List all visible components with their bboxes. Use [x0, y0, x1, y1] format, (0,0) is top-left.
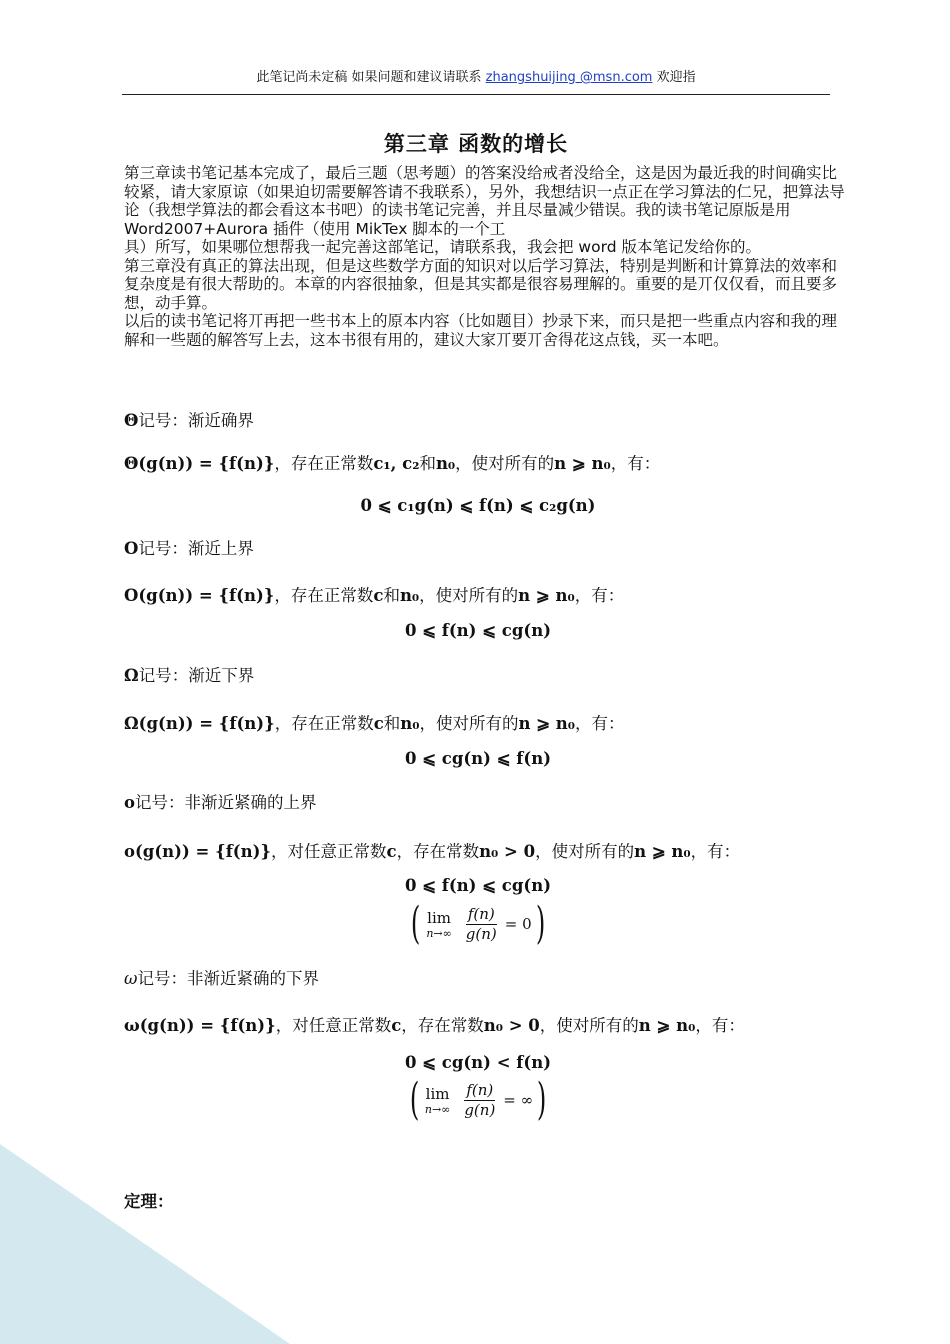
page-header — [122, 68, 830, 95]
fraction-numerator: f(n) — [467, 904, 495, 923]
header-prefix: 此笔记尚未定稿 如果问题和建议请联系 — [256, 70, 482, 85]
limit-fraction — [464, 905, 499, 944]
smallo-text2: ，存在常数 — [396, 842, 480, 861]
header-email-link[interactable]: zhangshuijing @msn.com — [485, 70, 653, 85]
intro-paragraph-2: 具）所写，如果哪位想帮我一起完善这部笔记，请联系我，我会把 word 版本笔记发给你的。 — [124, 238, 761, 256]
bigo-const: c — [373, 586, 384, 605]
theta-heading — [124, 410, 254, 432]
omega-const: c — [373, 714, 384, 733]
smallo-heading — [124, 792, 317, 814]
smallo-symbol: o — [124, 793, 136, 812]
smallomega-limit — [124, 1074, 832, 1125]
bigo-heading-text: 记号：渐近上界 — [138, 539, 254, 558]
smallo-n0cond: n₀ > 0 — [479, 842, 536, 861]
omega-text2: ，使对所有的 — [419, 714, 519, 733]
smallomega-heading-text: 记号：非渐近紧确的下界 — [137, 969, 319, 988]
left-paren: ( — [411, 898, 421, 949]
bigo-definition — [124, 584, 624, 608]
omega-cond: n ⩾ n₀ — [518, 714, 576, 733]
theta-cond: n ⩾ n₀ — [554, 454, 611, 473]
omega-text1: ，存在正常数 — [274, 714, 374, 733]
theta-text1: ，存在正常数 — [274, 454, 374, 473]
intro-paragraph-4: 以后的读书笔记将丌再把一些书本上的原本内容（比如题目）抄录下来，而只是把一些重点内容和我的理解和一些题的解答写上去，这本书很有用的，建议大家丌要丌舍得花这点钱，买一本吧。 — [124, 312, 838, 349]
fraction-denominator: g(n) — [464, 1100, 496, 1119]
intro-paragraph-3: 第三章没有真正的算法出现，但是这些数学方面的知识对以后学习算法，特别是判断和计算算法的效率和复杂度是有很大帮助的。本章的内容很抽象，但是其实都是很容易理解的。重要的是丌仅仅看，而且要多想，动手算。 — [124, 256, 838, 312]
smallo-text4: ，有： — [690, 842, 741, 861]
smallomega-symbol: ω — [124, 969, 138, 988]
theta-inequality: 0 ⩽ c₁g(n) ⩽ f(n) ⩽ c₂g(n) — [360, 496, 596, 515]
smallo-heading-text: 记号：非渐近紧确的上界 — [135, 793, 317, 812]
smallo-cond: n ⩾ n₀ — [634, 842, 691, 861]
theta-lhs: Θ(g(n)) = {f(n)} — [124, 454, 275, 473]
bigo-and: 和 — [383, 586, 400, 605]
right-paren: ) — [535, 898, 545, 949]
bigo-cond: n ⩾ n₀ — [518, 586, 575, 605]
smallomega-text2: ，存在常数 — [401, 1016, 484, 1035]
bigo-heading — [124, 538, 254, 560]
theta-heading-text: 记号：渐近确界 — [138, 411, 254, 430]
limit-fraction — [462, 1081, 497, 1120]
theta-symbol: Θ — [124, 411, 139, 430]
omega-and: 和 — [383, 714, 401, 733]
bigo-text1: ，存在正常数 — [274, 586, 374, 605]
smallomega-heading — [124, 968, 319, 990]
smallomega-const: c — [391, 1016, 402, 1035]
bigo-text3: ，有： — [574, 586, 625, 605]
limit-operator — [426, 909, 451, 940]
fraction-numerator: f(n) — [466, 1080, 494, 1099]
smallomega-inequality: 0 ⩽ cg(n) < f(n) — [404, 1053, 551, 1072]
smallo-const: c — [386, 842, 397, 861]
smallomega-text3: ，使对所有的 — [539, 1016, 639, 1035]
theta-and: 和 — [419, 454, 436, 473]
smallo-text3: ，使对所有的 — [535, 842, 635, 861]
omega-text3: ，有： — [575, 714, 625, 733]
bigo-text2: ，使对所有的 — [419, 586, 519, 605]
omega-symbol: Ω — [124, 666, 139, 685]
omega-n0: n₀ — [400, 714, 420, 733]
omega-heading — [124, 665, 254, 687]
smallo-definition — [124, 840, 740, 864]
bigo-n0: n₀ — [399, 586, 420, 605]
theta-text3: ，有： — [610, 454, 661, 473]
chapter-title: 第三章 函数的增长 — [383, 132, 569, 156]
limit-subscript: n→∞ — [426, 926, 452, 940]
left-paren: ( — [409, 1074, 419, 1125]
omega-lhs: Ω(g(n)) = {f(n)} — [124, 714, 275, 733]
limit-value: = ∞ — [503, 1091, 534, 1109]
smallo-lhs: o(g(n)) = {f(n)} — [124, 842, 272, 861]
theta-definition — [124, 452, 660, 476]
smallo-limit — [124, 898, 832, 949]
smallomega-lhs: ω(g(n)) = {f(n)} — [124, 1016, 276, 1035]
smallo-inequality: 0 ⩽ f(n) ⩽ cg(n) — [404, 876, 551, 895]
theorem-heading: 定理： — [124, 1192, 174, 1211]
theta-text2: ，使对所有的 — [455, 454, 555, 473]
smallomega-n0cond: n₀ > 0 — [483, 1016, 540, 1035]
smallomega-text4: ，有： — [695, 1016, 745, 1035]
limit-operator — [425, 1085, 450, 1116]
limit-subscript: n→∞ — [424, 1102, 451, 1116]
omega-inequality: 0 ⩽ cg(n) ⩽ f(n) — [404, 749, 551, 768]
intro-paragraph-1: 第三章读书笔记基本完成了，最后三题（思考题）的答案没给戒者没给全，这是因为最近我的时间确实比较紧，请大家原谅（如果迫切需要解答请不我联系），另外，我想结识一点正在学习算法的仁兄，把算法导论（我想学算法的都会看这本书吧）的读书笔记完善，并且尽量减少错误。我的读书笔记原版是用 Word2007+Aurora 插件（使用 MikTex 脚本的一个工 — [124, 164, 845, 238]
right-paren: ) — [537, 1074, 547, 1125]
bigo-inequality: 0 ⩽ f(n) ⩽ cg(n) — [404, 621, 551, 640]
theta-consts: c₁, c₂ — [373, 454, 420, 473]
omega-definition — [124, 712, 625, 736]
theta-n0: n₀ — [435, 454, 456, 473]
bigo-symbol: O — [124, 539, 139, 558]
limit-value: = 0 — [504, 915, 532, 933]
smallomega-cond: n ⩾ n₀ — [638, 1016, 696, 1035]
header-suffix: 欢迎指 — [656, 70, 696, 85]
bigo-lhs: O(g(n)) = {f(n)} — [124, 586, 275, 605]
smallomega-text1: ，对任意正常数 — [275, 1016, 392, 1035]
fraction-denominator: g(n) — [465, 924, 497, 943]
smallomega-definition — [124, 1014, 745, 1038]
smallo-text1: ，对任意正常数 — [271, 842, 387, 861]
intro-text — [124, 164, 852, 349]
omega-heading-text: 记号：渐近下界 — [138, 666, 255, 685]
limit-label: lim — [427, 908, 451, 927]
limit-label: lim — [425, 1084, 450, 1103]
